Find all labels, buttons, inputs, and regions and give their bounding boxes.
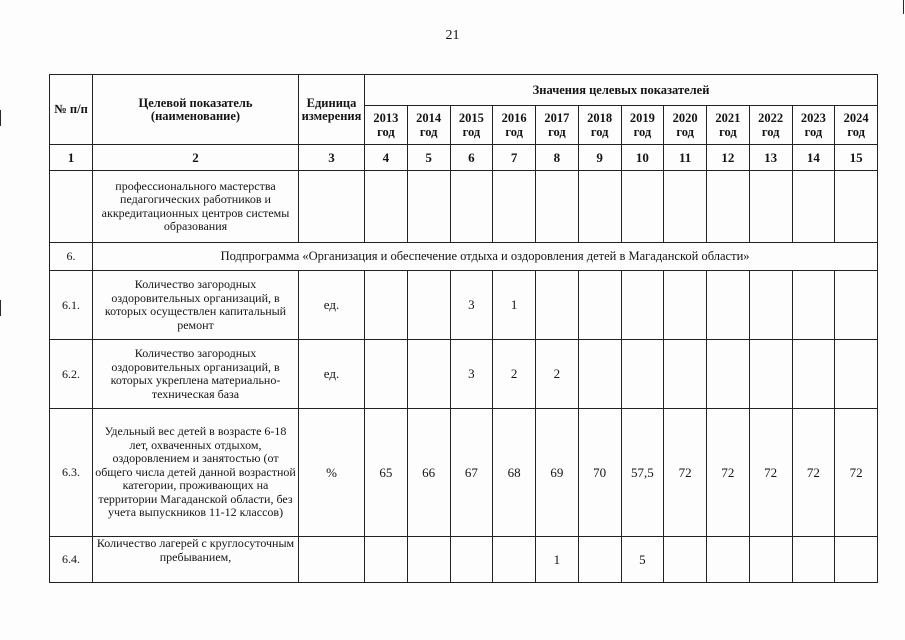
continuation-value-cell xyxy=(450,171,493,243)
indicator-value-2018: 70 xyxy=(578,409,621,537)
header-year-2017 xyxy=(536,106,579,145)
indicator-unit xyxy=(299,537,365,583)
header-year-word: год xyxy=(505,125,523,139)
indicator-value-2015: 67 xyxy=(450,409,493,537)
indicator-value-2019: 57,5 xyxy=(621,409,664,537)
indicator-num: 6.4. xyxy=(50,537,93,583)
indicator-value-2023 xyxy=(792,340,835,409)
header-year-word: год xyxy=(676,125,694,139)
header-year-2021 xyxy=(707,106,750,145)
indicator-unit: ед. xyxy=(299,271,365,340)
continuation-text: профессионального мастерства педагогических работников и аккредитационных центров системы образования xyxy=(93,171,299,243)
scan-edge-mark-bottom xyxy=(0,300,1,316)
header-year-word: год xyxy=(590,125,609,139)
indicator-name: Количество загородных оздоровительных организаций, в которых укреплена материально-техническая база xyxy=(93,340,299,409)
subprogram-title: Подпрограмма «Организация и обеспечение отдыха и оздоровления детей в Магаданской области» xyxy=(93,243,878,271)
continuation-value-cell xyxy=(835,171,878,243)
indicator-value-2018 xyxy=(578,340,621,409)
header-year-2023 xyxy=(792,106,835,145)
column-number: 7 xyxy=(493,145,536,171)
column-number: 4 xyxy=(365,145,408,171)
column-number: 15 xyxy=(835,145,878,171)
header-year-value: 2016 xyxy=(501,111,527,125)
indicator-value-2019 xyxy=(621,340,664,409)
indicator-value-2023 xyxy=(792,271,835,340)
indicator-num: 6.1. xyxy=(50,271,93,340)
indicator-value-2022: 72 xyxy=(749,409,792,537)
indicator-value-2014 xyxy=(407,537,450,583)
indicator-value-2024 xyxy=(835,340,878,409)
continuation-value-cell xyxy=(578,171,621,243)
indicator-name: Количество лагерей с круглосуточным пребыванием, xyxy=(93,537,299,583)
header-year-2014 xyxy=(407,106,450,145)
indicator-value-2017: 69 xyxy=(536,409,579,537)
indicator-value-2016 xyxy=(493,537,536,583)
header-year-word: год xyxy=(377,125,395,139)
indicator-value-2023: 72 xyxy=(792,409,835,537)
header-year-value: 2014 xyxy=(416,111,442,125)
header-year-word: год xyxy=(804,125,823,139)
header-year-word: год xyxy=(847,125,865,139)
indicator-unit: ед. xyxy=(299,340,365,409)
indicator-value-2016: 1 xyxy=(493,271,536,340)
indicator-value-2014: 66 xyxy=(407,409,450,537)
indicator-value-2020 xyxy=(664,271,707,340)
indicator-value-2024: 72 xyxy=(835,409,878,537)
header-year-word: год xyxy=(633,125,652,139)
header-year-2020 xyxy=(664,106,707,145)
header-year-word: год xyxy=(719,125,737,139)
header-year-value: 2015 xyxy=(458,111,484,125)
header-year-value: 2021 xyxy=(715,111,741,125)
scan-edge-mark-right xyxy=(903,0,904,14)
subprogram-num: 6. xyxy=(50,243,93,271)
header-year-2022 xyxy=(749,106,792,145)
continuation-value-cell xyxy=(536,171,579,243)
indicator-row xyxy=(50,537,878,583)
indicator-value-2017 xyxy=(536,271,579,340)
indicator-value-2024 xyxy=(835,537,878,583)
header-year-word: год xyxy=(548,125,566,139)
indicator-value-2013 xyxy=(365,271,408,340)
column-number: 13 xyxy=(749,145,792,171)
header-num: № п/п xyxy=(50,75,93,145)
indicator-name: Удельный вес детей в возрасте 6-18 лет, охваченных отдыхом, оздоровлением и занятостью (от общего числа детей данной возрастной категории, проживающих на территории Магаданской области, без учета выпускников 11-12 классов) xyxy=(93,409,299,537)
indicator-value-2021 xyxy=(707,537,750,583)
column-number: 1 xyxy=(50,145,93,171)
header-year-value: 2024 xyxy=(843,111,869,125)
indicator-value-2022 xyxy=(749,271,792,340)
header-year-2015 xyxy=(450,106,493,145)
indicator-rows xyxy=(50,271,878,583)
indicator-value-2018 xyxy=(578,271,621,340)
indicator-value-2019 xyxy=(621,271,664,340)
indicator-value-2019: 5 xyxy=(621,537,664,583)
indicator-value-2015: 3 xyxy=(450,271,493,340)
indicator-value-2022 xyxy=(749,340,792,409)
column-number: 12 xyxy=(707,145,750,171)
column-number: 6 xyxy=(450,145,493,171)
header-year-word: год xyxy=(462,125,481,139)
indicator-value-2013 xyxy=(365,340,408,409)
column-number: 2 xyxy=(93,145,299,171)
indicator-value-2015: 3 xyxy=(450,340,493,409)
continuation-row xyxy=(50,171,878,243)
header-year-2024 xyxy=(835,106,878,145)
column-number: 11 xyxy=(664,145,707,171)
continuation-value-cell xyxy=(664,171,707,243)
indicator-value-2013 xyxy=(365,537,408,583)
header-year-value: 2020 xyxy=(672,111,698,125)
indicator-unit: % xyxy=(299,409,365,537)
column-number: 3 xyxy=(299,145,365,171)
indicator-value-2020: 72 xyxy=(664,409,707,537)
indicator-num: 6.2. xyxy=(50,340,93,409)
header-year-value: 2023 xyxy=(800,111,826,125)
indicator-value-2021: 72 xyxy=(707,409,750,537)
subprogram-row xyxy=(50,243,878,271)
indicator-value-2020 xyxy=(664,537,707,583)
page-number: 21 xyxy=(445,28,460,43)
header-year-value: 2022 xyxy=(758,111,784,125)
indicator-value-2014 xyxy=(407,340,450,409)
header-year-2019 xyxy=(621,106,664,145)
indicator-value-2023 xyxy=(792,537,835,583)
header-year-2018 xyxy=(578,106,621,145)
continuation-value-cell xyxy=(493,171,536,243)
indicator-value-2016: 2 xyxy=(493,340,536,409)
indicator-row xyxy=(50,340,878,409)
header-year-value: 2013 xyxy=(373,111,399,125)
column-number: 9 xyxy=(578,145,621,171)
header-year-value: 2018 xyxy=(587,111,613,125)
continuation-value-cell xyxy=(365,171,408,243)
indicator-value-2021 xyxy=(707,340,750,409)
indicator-value-2024 xyxy=(835,271,878,340)
scan-edge-mark-top xyxy=(0,110,1,126)
indicator-num: 6.3. xyxy=(50,409,93,537)
indicator-value-2016: 68 xyxy=(493,409,536,537)
continuation-value-cell xyxy=(407,171,450,243)
header-year-2016 xyxy=(493,106,536,145)
column-number: 5 xyxy=(407,145,450,171)
target-indicators-table xyxy=(49,74,878,583)
column-numbers-row xyxy=(50,145,878,171)
continuation-value-cell xyxy=(707,171,750,243)
indicator-value-2020 xyxy=(664,340,707,409)
column-number: 8 xyxy=(536,145,579,171)
continuation-num xyxy=(50,171,93,243)
header-year-word: год xyxy=(761,125,780,139)
header-indicator: Целевой показатель (наименование) xyxy=(93,75,299,145)
continuation-unit xyxy=(299,171,365,243)
indicator-value-2018 xyxy=(578,537,621,583)
indicator-value-2014 xyxy=(407,271,450,340)
header-unit: Единица измерения xyxy=(299,75,365,145)
indicator-value-2015 xyxy=(450,537,493,583)
continuation-value-cell xyxy=(621,171,664,243)
indicator-value-2013: 65 xyxy=(365,409,408,537)
column-number: 10 xyxy=(621,145,664,171)
indicator-row xyxy=(50,271,878,340)
indicator-name: Количество загородных оздоровительных организаций, в которых осуществлен капитальный ремонт xyxy=(93,271,299,340)
header-year-2013 xyxy=(365,106,408,145)
header-year-value: 2019 xyxy=(629,111,655,125)
header-values-group: Значения целевых показателей xyxy=(365,75,878,106)
indicator-value-2021 xyxy=(707,271,750,340)
header-year-word: год xyxy=(419,125,438,139)
indicator-value-2022 xyxy=(749,537,792,583)
indicator-row xyxy=(50,409,878,537)
header-year-value: 2017 xyxy=(544,111,570,125)
header-row-top xyxy=(50,75,878,106)
column-number: 14 xyxy=(792,145,835,171)
continuation-value-cell xyxy=(792,171,835,243)
indicator-value-2017: 1 xyxy=(536,537,579,583)
indicator-value-2017: 2 xyxy=(536,340,579,409)
continuation-value-cell xyxy=(749,171,792,243)
